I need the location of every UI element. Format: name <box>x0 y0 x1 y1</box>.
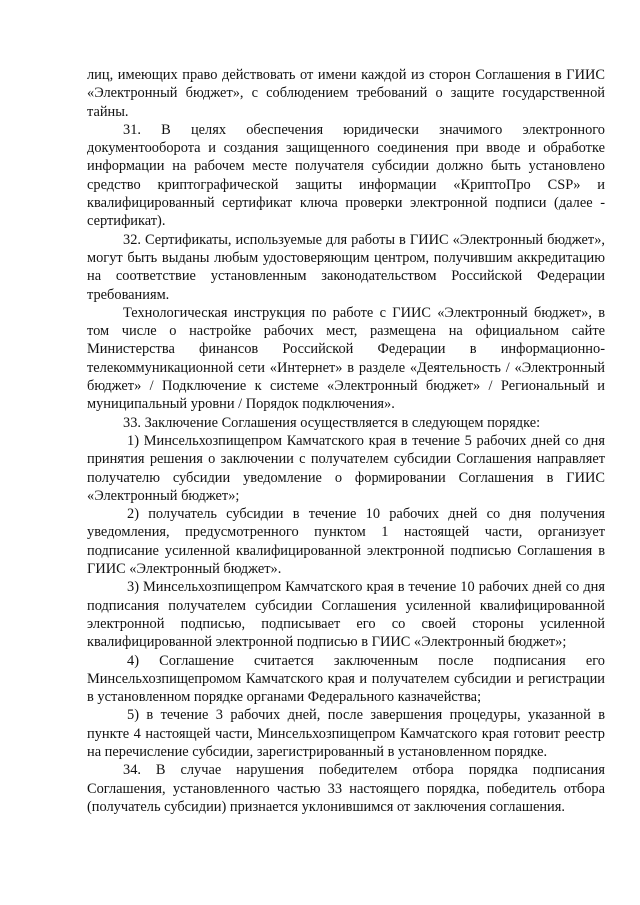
paragraph-33: 33. Заключение Соглашения осуществляется в следующем порядке: <box>123 414 541 431</box>
paragraph-instruction: Технологическая инструкция по работе с ГИИС «Электронный бюджет», в том числе о настройке рабочих мест, размещена на официальном сайте Министерства финансов Российской Федерации в информационно-телекоммуникационной сети «Интернет» в разделе «Деятельность / «Электронный бюджет» / Подключение к системе «Электронный бюджет» / Региональный и муниципальный уровни / Порядок подключения». <box>87 304 605 413</box>
paragraph-33-item-5: 5) в течение 3 рабочих дней, после завершения процедуры, указанной в пункте 4 настоящей части, Минсельхозпищепром Камчатского края готовит реестр на перечисление субсидии, зарегистрированный в установленном порядке. <box>87 707 605 760</box>
document-page <box>87 66 605 816</box>
paragraph-34: 34. В случае нарушения победителем отбора порядка подписания Соглашения, установленного частью 33 настоящего порядка, победитель отбора (получатель субсидии) признается уклонившимся от заключения соглашения. <box>87 762 605 815</box>
paragraph-33-item-3: 3) Минсельхозпищепром Камчатского края в течение 10 рабочих дней со дня подписания получателем субсидии Соглашения усиленной квалифицированной электронной подписью, подписывает его со своей стороны усиленной квалифицированной электронной подписью в ГИИС «Электронный бюджет»; <box>87 579 605 651</box>
paragraph-31: 31. В целях обеспечения юридически значимого электронного документооборота и создания защищенного соединения при вводе и обработке информации на рабочем месте получателя субсидии должно быть установлено средство криптографической защиты информации «КриптоПро CSP» и квалифицированный сертификат ключа проверки электронной подписи (далее - сертификат). <box>87 121 605 230</box>
paragraph-32: 32. Сертификаты, используемые для работы в ГИИС «Электронный бюджет», могут быть выданы любым удостоверяющим центром, получившим аккредитацию на соответствие установленным законодательством Российской Федерации требованиям. <box>87 231 605 303</box>
paragraph-33-item-2: 2) получатель субсидии в течение 10 рабочих дней со дня получения уведомления, предусмотренного пунктом 1 настоящей части, организует подписание усиленной квалифицированной электронной подписью Соглашения в ГИИС «Электронный бюджет». <box>87 506 605 578</box>
paragraph-continuation: лиц, имеющих право действовать от имени каждой из сторон Соглашения в ГИИС «Электронный бюджет», с соблюдением требований о защите государственной тайны. <box>87 67 605 120</box>
paragraph-33-item-4: 4) Соглашение считается заключенным после подписания его Минсельхозпищепромом Камчатского края и получателем субсидии и регистрации в установленном порядке органами Федерального казначейства; <box>87 652 605 706</box>
paragraph-33-item-1: 1) Минсельхозпищепром Камчатского края в течение 5 рабочих дней со дня принятия решения о заключении с получателем субсидии Соглашения направляет получателю субсидии уведомление о формировании Соглашения в ГИИС «Электронный бюджет»; <box>87 432 605 504</box>
